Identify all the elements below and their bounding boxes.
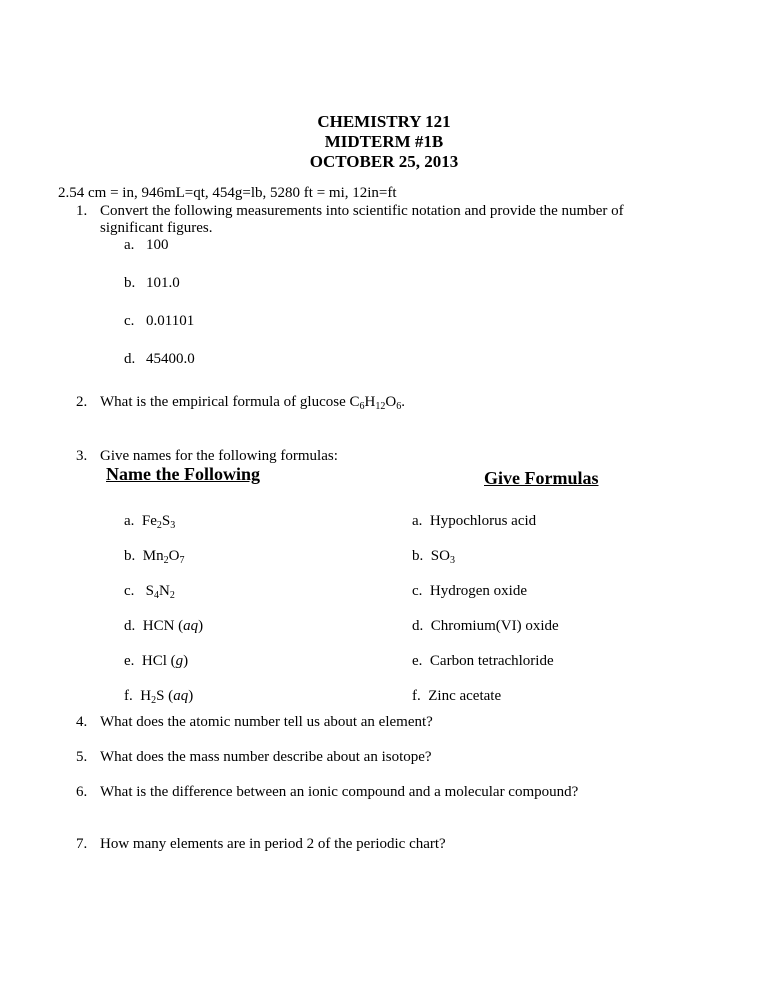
q7-number: 7.: [76, 836, 88, 852]
name-item-b: [412, 547, 455, 565]
item-label: d.: [412, 618, 424, 634]
sub: 2: [156, 520, 162, 531]
sub: 4: [154, 590, 160, 601]
item-label: f.: [412, 688, 421, 704]
name-the-following-heading: Name the Following: [106, 464, 260, 484]
name-item-d: [412, 617, 559, 635]
q2-number: 2.: [76, 394, 88, 410]
state: aq: [173, 688, 189, 704]
el: ): [183, 653, 189, 669]
el: Fe: [141, 513, 157, 529]
q2-el: O: [385, 394, 397, 410]
name-item-a: [412, 512, 536, 530]
q6-number: 6.: [76, 784, 88, 800]
state: aq: [183, 618, 199, 634]
item-label: e.: [124, 653, 135, 669]
state: g: [175, 653, 184, 669]
sub: 2: [169, 590, 175, 601]
sub: 7: [179, 555, 185, 566]
q1-item-value: 100: [146, 237, 169, 253]
exam-title-midterm: MIDTERM #1B: [324, 132, 444, 151]
formula-item-c: [124, 582, 175, 600]
q2-text: What is the empirical formula of glucose C: [100, 394, 360, 410]
q1-item-value: 0.01101: [146, 313, 195, 329]
conversion-factors: 2.54 cm = in, 946mL=qt, 454g=lb, 5280 ft = mi, 12in=ft: [58, 185, 397, 201]
q1-text-line2: significant figures.: [100, 220, 213, 236]
item-text: SO: [430, 548, 450, 564]
el: H: [140, 688, 152, 704]
q2-sub: 6: [396, 401, 402, 412]
el: N: [159, 583, 170, 599]
item-text: Carbon tetrachloride: [429, 653, 554, 669]
q3-number: 3.: [76, 448, 88, 464]
item-label: c.: [124, 583, 135, 599]
exam-title-course: CHEMISTRY 121: [317, 112, 451, 131]
q5-text: What does the mass number describe about an isotope?: [100, 749, 432, 765]
q4-number: 4.: [76, 714, 88, 730]
item-label: f.: [124, 688, 133, 704]
q2-sub: 12: [375, 401, 386, 412]
q1-item-label: c.: [124, 313, 135, 329]
sub: 3: [449, 555, 455, 566]
q1-text-line1: Convert the following measurements into scientific notation and provide the number of: [100, 203, 624, 219]
q2-end: .: [401, 394, 405, 410]
q2-el: H: [364, 394, 376, 410]
q2-sub: 6: [359, 401, 365, 412]
q2-question: [100, 393, 405, 411]
exam-title-date: OCTOBER 25, 2013: [309, 152, 459, 171]
formula-item-b: [124, 547, 184, 565]
formula-item-d: [124, 617, 203, 635]
el: S (: [156, 688, 174, 704]
item-text: Hydrogen oxide: [429, 583, 527, 599]
item-text: Hypochlorus acid: [429, 513, 537, 529]
item-text: Zinc acetate: [428, 688, 502, 704]
el: S: [145, 583, 155, 599]
el: O: [168, 548, 180, 564]
sub: 2: [163, 555, 169, 566]
q3-text: Give names for the following formulas:: [100, 448, 338, 464]
item-label: d.: [124, 618, 136, 634]
sub: 2: [151, 695, 157, 706]
q1-item-label: d.: [124, 351, 136, 367]
name-item-f: [412, 687, 501, 705]
item-text: Chromium(VI) oxide: [430, 618, 559, 634]
el: S: [161, 513, 171, 529]
q4-text: What does the atomic number tell us about an element?: [100, 714, 433, 730]
formula-item-f: [124, 687, 193, 705]
q5-number: 5.: [76, 749, 88, 765]
el: ): [198, 618, 204, 634]
q1-number: 1.: [76, 203, 88, 219]
item-label: e.: [412, 653, 423, 669]
q7-text: How many elements are in period 2 of the periodic chart?: [100, 836, 446, 852]
el: HCl (: [141, 653, 176, 669]
sub: 3: [170, 520, 176, 531]
formula-item-a: [124, 512, 175, 530]
q6-text: What is the difference between an ionic compound and a molecular compound?: [100, 784, 579, 800]
name-item-c: [412, 582, 527, 600]
item-label: c.: [412, 583, 423, 599]
el: Mn: [142, 548, 164, 564]
item-label: b.: [412, 548, 424, 564]
q1-item-value: 101.0: [146, 275, 180, 291]
q1-item-label: b.: [124, 275, 136, 291]
formula-item-e: [124, 652, 188, 670]
name-item-e: [412, 652, 554, 670]
item-label: b.: [124, 548, 136, 564]
q1-item-label: a.: [124, 237, 135, 253]
give-formulas-heading: Give Formulas: [484, 468, 599, 488]
item-label: a.: [412, 513, 423, 529]
q1-item-value: 45400.0: [146, 351, 195, 367]
el: ): [188, 688, 194, 704]
item-label: a.: [124, 513, 135, 529]
el: HCN (: [142, 618, 184, 634]
